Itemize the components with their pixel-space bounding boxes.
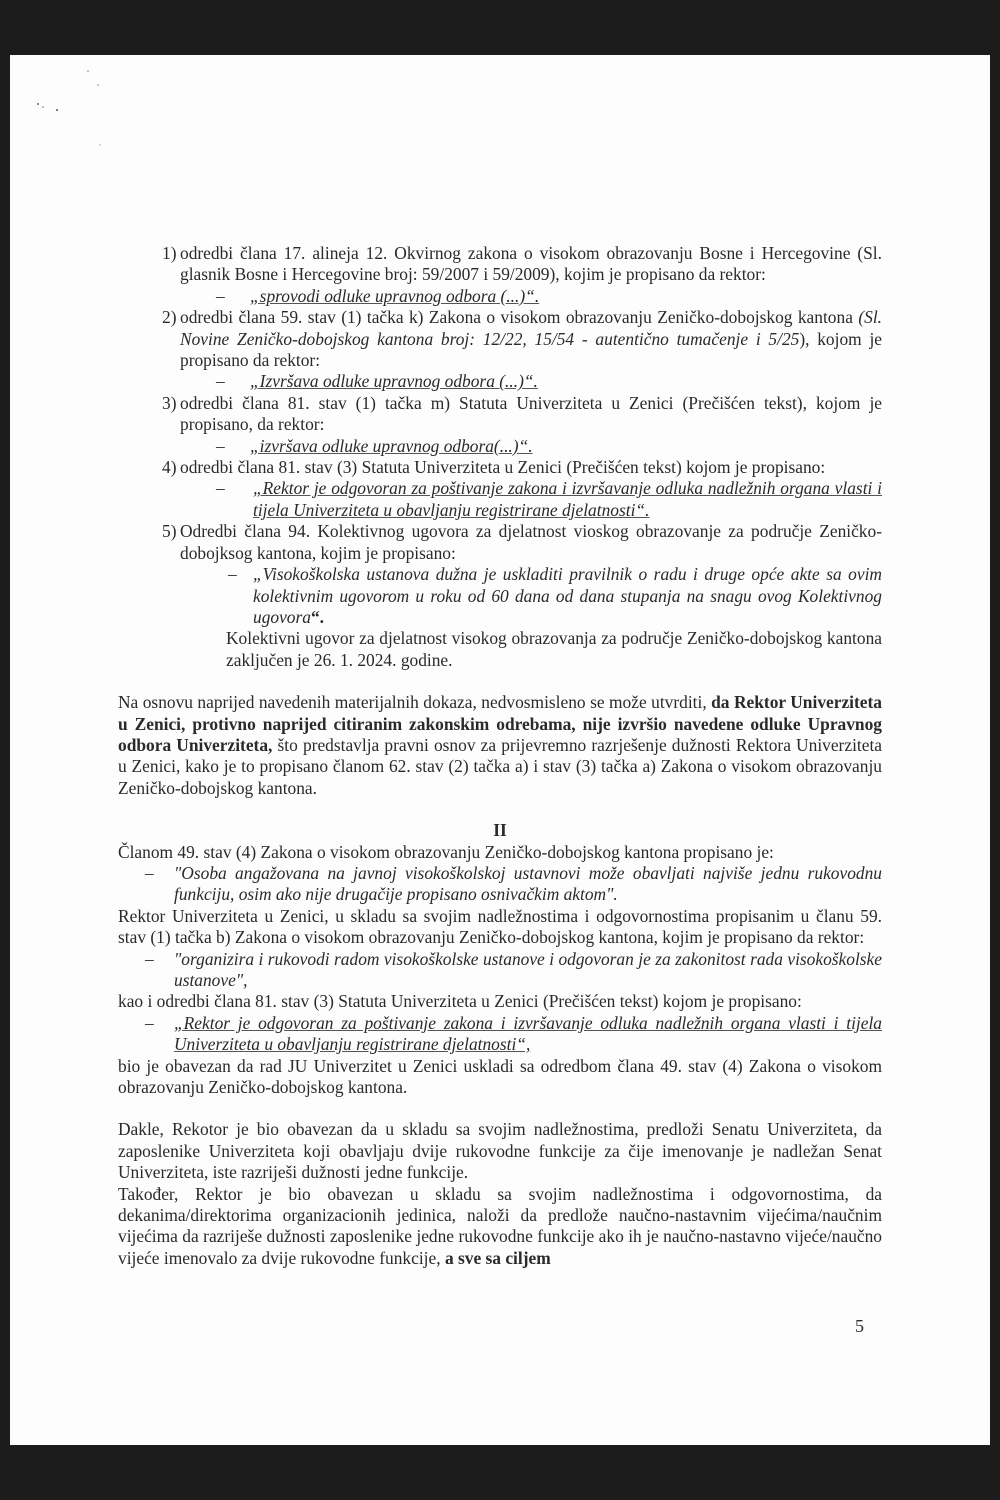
dash-marker: – [216, 371, 225, 392]
conclusion-bold: da Rektor Univerziteta u Zenici, protivno naprijed citiranim zakonskim odrebama, nije izvršio navedene odluke Upravnog odbora Univerziteta, [118, 692, 882, 755]
quote-line [118, 286, 882, 307]
quote-text: „Rektor je odgovoran za poštivanje zakona i izvršavanje odluka nadležnih organa vlasti i tijela Univerziteta u obavljanju registrirane djelatnosti“, [174, 1012, 882, 1055]
quote-text: "organizira i rukovodi radom visokoškolske ustanove i odgovoran je za zakonitost rada visokoškolske ustanove", [174, 948, 882, 990]
conclusion-text: što predstavlja pravni osnov za prijevremno razrješenje dužnosti Rektora Univerziteta u Zenici, kako je to propisano članom 62. stav (2) tačka a) i stav (3) tačka a) Zakona o visokom obrazovanju Zeničko-dobojskog kantona. [118, 734, 883, 798]
list-item [118, 521, 882, 564]
list-item [118, 393, 882, 436]
list-item-text: Odredbi člana 94. Kolektivnog ugovora za djelatnost vioskog obrazovanje za područje Zeničko-dobojksog kantona, kojim je propisano: [180, 521, 882, 563]
list-item-number: 1) [162, 243, 177, 263]
list-item-text: odredbi člana 59. stav (1) tačka k) Zakona o visokom obrazovanju Zeničko-dobojskog kantona [180, 307, 859, 328]
dash-marker: – [216, 435, 225, 456]
list-item-number: 3) [162, 392, 177, 413]
section-heading: II [493, 820, 507, 841]
conclusion-text: Na osnovu naprijed navedenih materijalnih dokaza, nedvosmisleno se može utvrditi, [118, 692, 712, 713]
list-item [118, 243, 882, 286]
document-page [10, 55, 990, 1445]
quote-text: „Izvršava odluke upravnog odbora (...)“. [250, 371, 538, 392]
paragraph [118, 1184, 882, 1270]
paragraph: Dakle, Rekotor je bio obavezan da u skladu sa svojim nadležnostima, predloži Senatu Univerziteta, da zaposlenike Univerziteta koji obavljaju dvije rukovodne funkcije za čije imenovanje je nadležan Senat Univerziteta, iste razriješi dužnosti jedne funkcije. [118, 1119, 882, 1183]
dash-marker: – [145, 1012, 154, 1033]
quote-text: "Osoba angažovana na javnoj visokoškolskoj ustavnovi može obavljati najviše jednu rukovodnu funkciju, osim ako nije drugačije propisano osnivačkim aktom". [174, 862, 882, 905]
document-body [118, 243, 882, 1269]
quote-line [118, 949, 882, 992]
list-item-number: 4) [162, 457, 177, 478]
quote-text: „sprovodi odluke upravnog odbora (...)“. [250, 285, 540, 306]
dash-marker: – [216, 478, 225, 499]
scan-specks [10, 55, 210, 175]
dash-marker: – [216, 285, 225, 306]
dash-marker: – [145, 862, 154, 883]
quote-line [118, 863, 882, 906]
list-item-text: odredbi člana 81. stav (1) tačka m) Statuta Univerziteta u Zenici (Prečišćen tekst), kojom je propisano, da rektor: [180, 392, 882, 435]
paragraph-text: Također, Rektor je bio obavezan u skladu sa svojim nadležnostima i odgovornostima, da dekanima/direktorima organizacionih jedinica, naloži da predlože naučno-nastavnim vijećima/naučnim vijećima da razriješe dužnosti zaposlenike jedne rukovodne funkcije ako ih je naučno-nastavno vijeće/naučno vijeće imenovalo za dvije rukovodne funkcije, [118, 1183, 882, 1268]
quote-line [118, 436, 882, 457]
list-item-number: 2) [162, 307, 177, 328]
paragraph: kao i odredbi člana 81. stav (3) Statuta Univerziteta u Zenici (Prečišćen tekst) kojom je propisano: [118, 991, 802, 1012]
list-item-text: odredbi člana 17. alineja 12. Okvirnog zakona o visokom obrazovanju Bosne i Hercegovine (Sl. glasnik Bosne i Hercegovine broj: 59/2007 i 59/2009), kojim je propisano da rektor: [180, 243, 882, 285]
quote-line [118, 564, 882, 628]
quote-line [118, 371, 882, 392]
list-item-citation: (Sl. Novine Zeničko-dobojskog kantona broj: 12/22, 15/54 - autentično tumačenje i 5/25 [180, 307, 882, 349]
list-item [118, 457, 882, 478]
quote-text: „izvršava odluke upravnog odbora(...)“. [250, 435, 533, 456]
paragraph: bio je obavezan da rad JU Univerzitet u Zenici uskladi sa odredbom člana 49. stav (4) Zakona o visokom obrazovanju Zeničko-dobojskog kantona. [118, 1055, 882, 1098]
conclusion-paragraph [118, 692, 882, 799]
list-item-note: Kolektivni ugovor za djelatnost visokog obrazovanja za područje Zeničko-dobojskog kantona zaključen je 26. 1. 2024. godine. [226, 628, 882, 670]
list-item [118, 307, 882, 371]
quote-line [118, 478, 882, 521]
dash-marker: – [145, 948, 154, 969]
paragraph: Rektor Univerziteta u Zenici, u skladu sa svojim nadležnostima i odgovornostima propisanim u članu 59. stav (1) tačka b) Zakona o visokom obrazovanju Zeničko-dobojskog kantona, kojim je propisano da rektor: [118, 905, 882, 948]
quote-end: “. [310, 606, 325, 627]
quote-text: „Visokoškolska ustanova dužna je uskladiti pravilnik o radu i druge opće akte sa ovim kolektivnim ugovorom u roku od 60 dana od dana stupanja na snagu ovog Kolektivnog ugovora [253, 564, 882, 627]
list-item-text: ), kojom je propisano da rektor: [180, 328, 882, 371]
list-item-number: 5) [162, 521, 177, 542]
page-number: 5 [855, 1316, 864, 1336]
dash-marker: – [228, 564, 237, 585]
paragraph-bold: a sve sa ciljem [444, 1247, 551, 1268]
list-item-text: odredbi člana 81. stav (3) Statuta Univerziteta u Zenici (Prečišćen tekst) kojom je propisano: [180, 457, 826, 478]
quote-text: „Rektor je odgovoran za poštivanje zakona i izvršavanje odluka nadležnih organa vlasti i tijela Univerziteta u obavljanju registrirane djelatnosti“. [253, 478, 882, 520]
quote-line [118, 1013, 882, 1056]
section-intro: Članom 49. stav (4) Zakona o visokom obrazovanju Zeničko-dobojskog kantona propisano je: [118, 841, 774, 862]
